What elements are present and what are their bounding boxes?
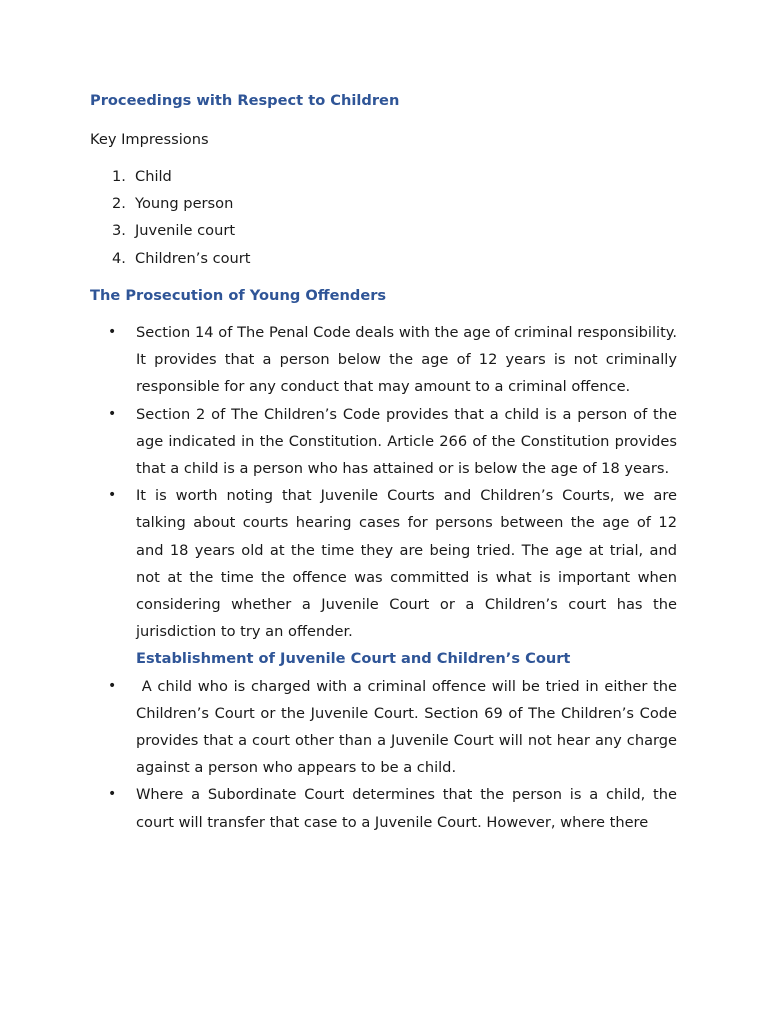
bullet-text: Section 2 of The Children’s Code provides that a child is a person of the age indicated in the Constitution. Article 266 of the Constitution provides that a child is a person who has attained or is below the age of 18 years. <box>136 405 677 478</box>
bullet-icon: • <box>108 487 117 504</box>
bullet-icon: • <box>108 324 117 340</box>
list-item-text: Children’s court <box>135 249 251 267</box>
bullet-text: A child who is charged with a criminal offence will be tried in either the Children’s Court or the Juvenile Court. Section 69 of The Children’s Code provides that a court other than a Juvenile Court will not hear any charge against a person who appears to be a child. <box>136 677 677 777</box>
section-heading: The Prosecution of Young Offenders <box>90 287 387 304</box>
bullet-text: Where a Subordinate Court determines that the person is a child, the court will transfer that case to a Juvenile Court. However, where there <box>136 786 677 831</box>
bullet-icon: • <box>108 405 117 422</box>
list-item-text: Juvenile court <box>135 222 236 240</box>
bullet-item <box>108 673 677 782</box>
list-item <box>112 249 251 276</box>
bullet-item <box>108 482 677 645</box>
key-impressions-label: Key Impressions <box>90 131 209 148</box>
list-number: 1. <box>112 168 126 185</box>
list-item-text: Young person <box>135 195 234 213</box>
sub-heading: Establishment of Juvenile Court and Children’s Court <box>136 650 571 668</box>
list-item <box>112 221 251 248</box>
list-item <box>112 167 251 194</box>
key-impressions-list <box>112 167 251 276</box>
bullet-item <box>108 781 677 835</box>
bullet-icon: • <box>108 677 117 694</box>
bullet-item <box>108 319 677 401</box>
list-number: 4. <box>112 249 126 267</box>
bullet-list <box>108 319 677 836</box>
list-item-text: Child <box>135 168 172 185</box>
bullet-text: It is worth noting that Juvenile Courts and Children’s Courts, we are talking about courts hearing cases for persons between the age of 12 and 18 years old at the time they are being tried. The age at trial, and not at the time the offence was committed is what is important when considering whether a Juvenile Court or a Children’s court has the jurisdiction to try an offender. <box>136 487 677 641</box>
bullet-text: Section 14 of The Penal Code deals with the age of criminal responsibility. It provides that a person below the age of 12 years is not criminally responsible for any conduct that may amount to a criminal offence. <box>136 324 677 396</box>
list-number: 3. <box>112 222 126 240</box>
list-number: 2. <box>112 195 126 213</box>
list-item <box>112 194 251 221</box>
document-title: Proceedings with Respect to Children <box>90 92 400 109</box>
bullet-item <box>108 401 677 483</box>
bullet-icon: • <box>108 786 117 803</box>
